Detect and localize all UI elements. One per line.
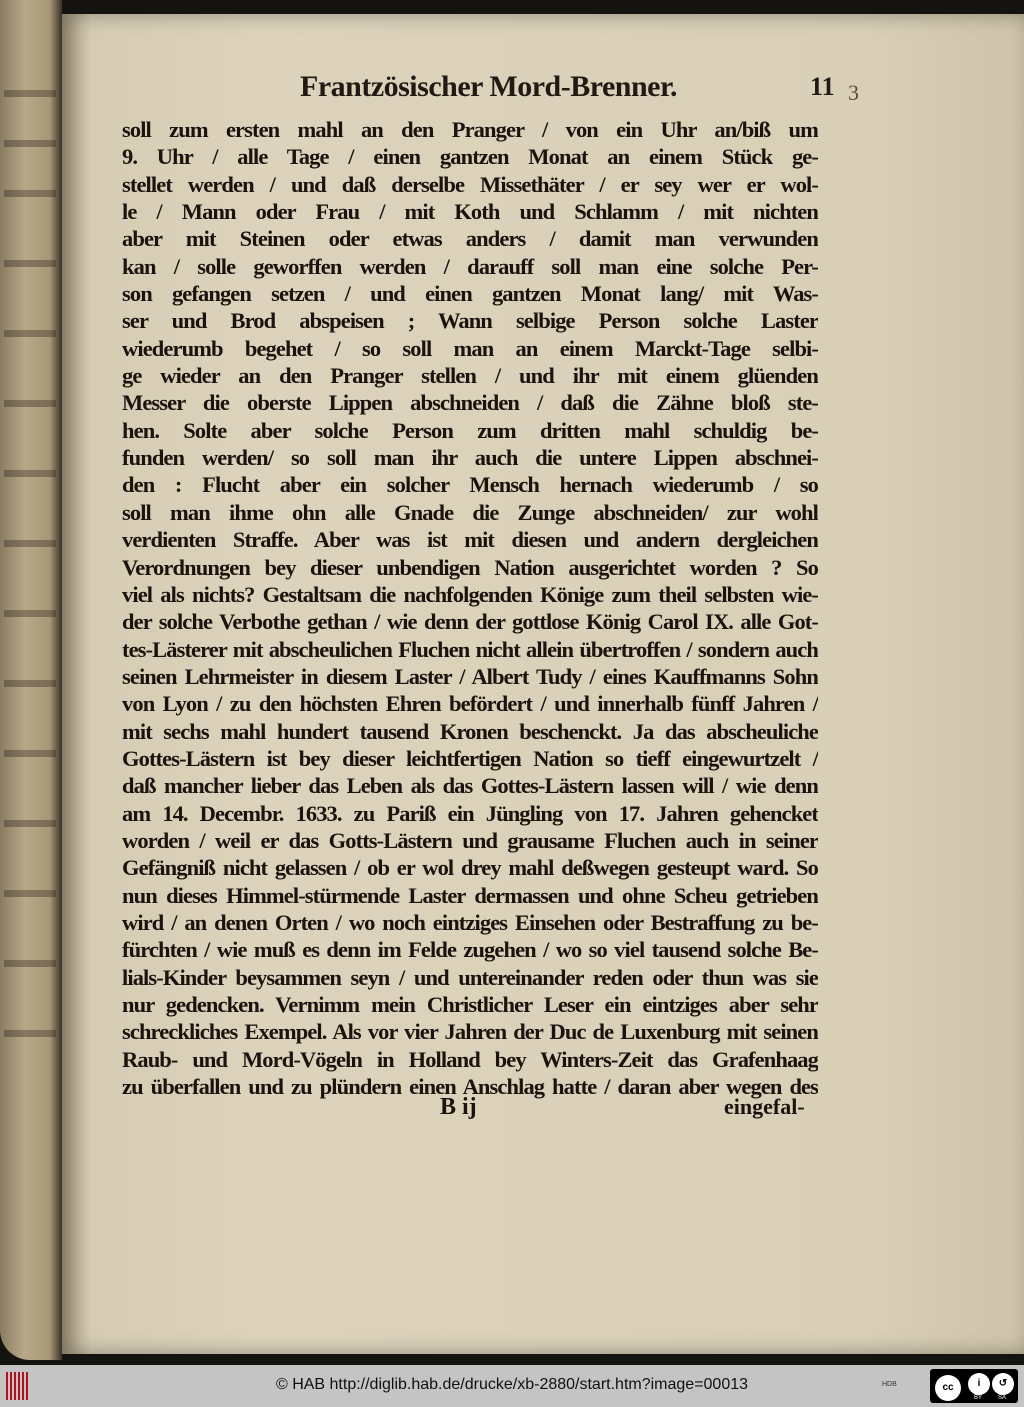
text-line: Messer die oberste Lippen abschneiden / daß die Zähne bloß ste- [122, 390, 818, 416]
text-line: seinen Lehrmeister in diesem Laster / Albert Tudy / eines Kauffmanns Sohn [122, 663, 818, 689]
text-line: nur gedencken. Vernimm mein Christlicher Leser ein eintziges aber sehr [122, 992, 818, 1017]
facing-page-edge [0, 0, 62, 1360]
text-line: son gefangen setzen / und einen gantzen Monat lang/ mit Was- [122, 281, 818, 307]
by-label: BY [974, 1395, 983, 1401]
text-line: 9. Uhr / alle Tage / einen gantzen Monat an einem Stück ge- [122, 144, 818, 170]
small-mark: HDB [882, 1381, 897, 1388]
text-line: stellet werden / und daß derselbe Missethäter / er sey wer er wol- [122, 171, 818, 197]
text-line: viel als nichts? Gestaltsam die nachfolgenden Könige zum theil selbsten wie- [122, 581, 818, 607]
text-line: von Lyon / zu den höchsten Ehren befördert / und innerhalb fünff Jahren / [122, 691, 818, 717]
text-line: Gottes-Lästern ist bey dieser leichtfertigen Nation so tieff eingewurtzelt / [122, 745, 818, 771]
text-line: wiederumb begehet / so soll man an einem Marckt-Tage selbi- [122, 335, 818, 361]
signature-mark: B ij [440, 1094, 477, 1120]
text-line: am 14. Decembr. 1633. zu Pariß ein Jüngling von 17. Jahren gehencket [122, 800, 818, 826]
text-line: fürchten / wie muß es denn im Felde zugehen / wo so viel tausend solche Be- [122, 937, 818, 963]
page-number: 11 [810, 72, 835, 101]
text-line: Raub- und Mord-Vögeln in Holland bey Winters-Zeit das Grafenhaag [122, 1046, 818, 1072]
text-line: nun dieses Himmel-stürmende Laster dermassen und ohne Scheu getrieben [122, 882, 818, 908]
text-line: den : Flucht aber ein solcher Mensch hernach wiederumb / so [122, 472, 818, 498]
text-line: ge wieder an den Pranger stellen / und ihr mit einem glüenden [122, 363, 818, 389]
text-line: aber mit Steinen oder etwas anders / damit man verwunden [122, 226, 818, 252]
text-line: mit sechs mahl hundert tausend Kronen beschenckt. Ja das abscheuliche [122, 718, 818, 744]
text-line: Verordnungen bey dieser unbendigen Nation ausgerichtet worden ? So [122, 554, 818, 580]
text-line: Gefängniß nicht gelassen / ob er wol drey mahl deßwegen gesteupt ward. So [122, 855, 818, 881]
sa-icon: ↺ [992, 1373, 1014, 1395]
text-line: wird / an denen Orten / wo noch eintziges Einsehen oder Bestraffung zu be- [122, 909, 818, 935]
sa-label: SA [998, 1395, 1007, 1401]
running-header: Frantzösischer Mord-Brenner. [300, 70, 678, 103]
text-line: soll man ihme ohn alle Gnade die Zunge abschneiden/ zur wohl [122, 499, 818, 525]
text-line: lials-Kinder beysammen seyn / und untereinander reden oder thun was sie [122, 964, 818, 990]
text-line: schreckliches Exempel. Als vor vier Jahren der Duc de Luxenburg mit seinen [122, 1019, 818, 1045]
catchword: eingefal- [724, 1094, 805, 1119]
margin-note: 3 [848, 80, 859, 105]
copyright-link[interactable]: © HAB http://diglib.hab.de/drucke/xb-2880/start.htm?image=00013 [275, 1376, 749, 1393]
text-line: kan / solle geworffen werden / darauff soll man eine solche Per- [122, 253, 818, 279]
text-line: verdienten Straffe. Aber was ist mit diesen und andern dergleichen [122, 527, 818, 553]
text-line: funden werden/ so soll man ihr auch die untere Lippen abschnei- [122, 445, 818, 471]
text-line: tes-Lästerer mit abscheulichen Fluchen nicht allein übertroffen / sondern auch [122, 636, 818, 662]
by-icon: i [968, 1373, 990, 1395]
text-line: zu überfallen und zu plündern einen Anschlag hatte / daran aber wegen des [122, 1074, 818, 1100]
text-line: worden / weil er das Gotts-Lästern und grausame Fluchen auch in seiner [122, 827, 818, 853]
body-text [122, 116, 818, 1100]
text-line: hen. Solte aber solche Person zum dritten mahl schuldig be- [122, 417, 818, 443]
footer-bar [0, 1365, 1024, 1407]
text-line: le / Mann oder Frau / mit Koth und Schlamm / mit nichten [122, 199, 818, 225]
text-line: ser und Brod abspeisen ; Wann selbige Person solche Laster [122, 308, 818, 334]
text-line: soll zum ersten mahl an den Pranger / von ein Uhr an/biß um [122, 117, 818, 142]
text-line: der solche Verbothe gethan / wie denn der gottlose König Carol IX. alle Got- [122, 609, 818, 635]
cc-icon: cc [935, 1375, 961, 1401]
cc-license-badge[interactable] [930, 1369, 1018, 1403]
text-line: daß mancher lieber das Leben als das Gottes-Lästern lassen will / wie denn [122, 773, 818, 799]
